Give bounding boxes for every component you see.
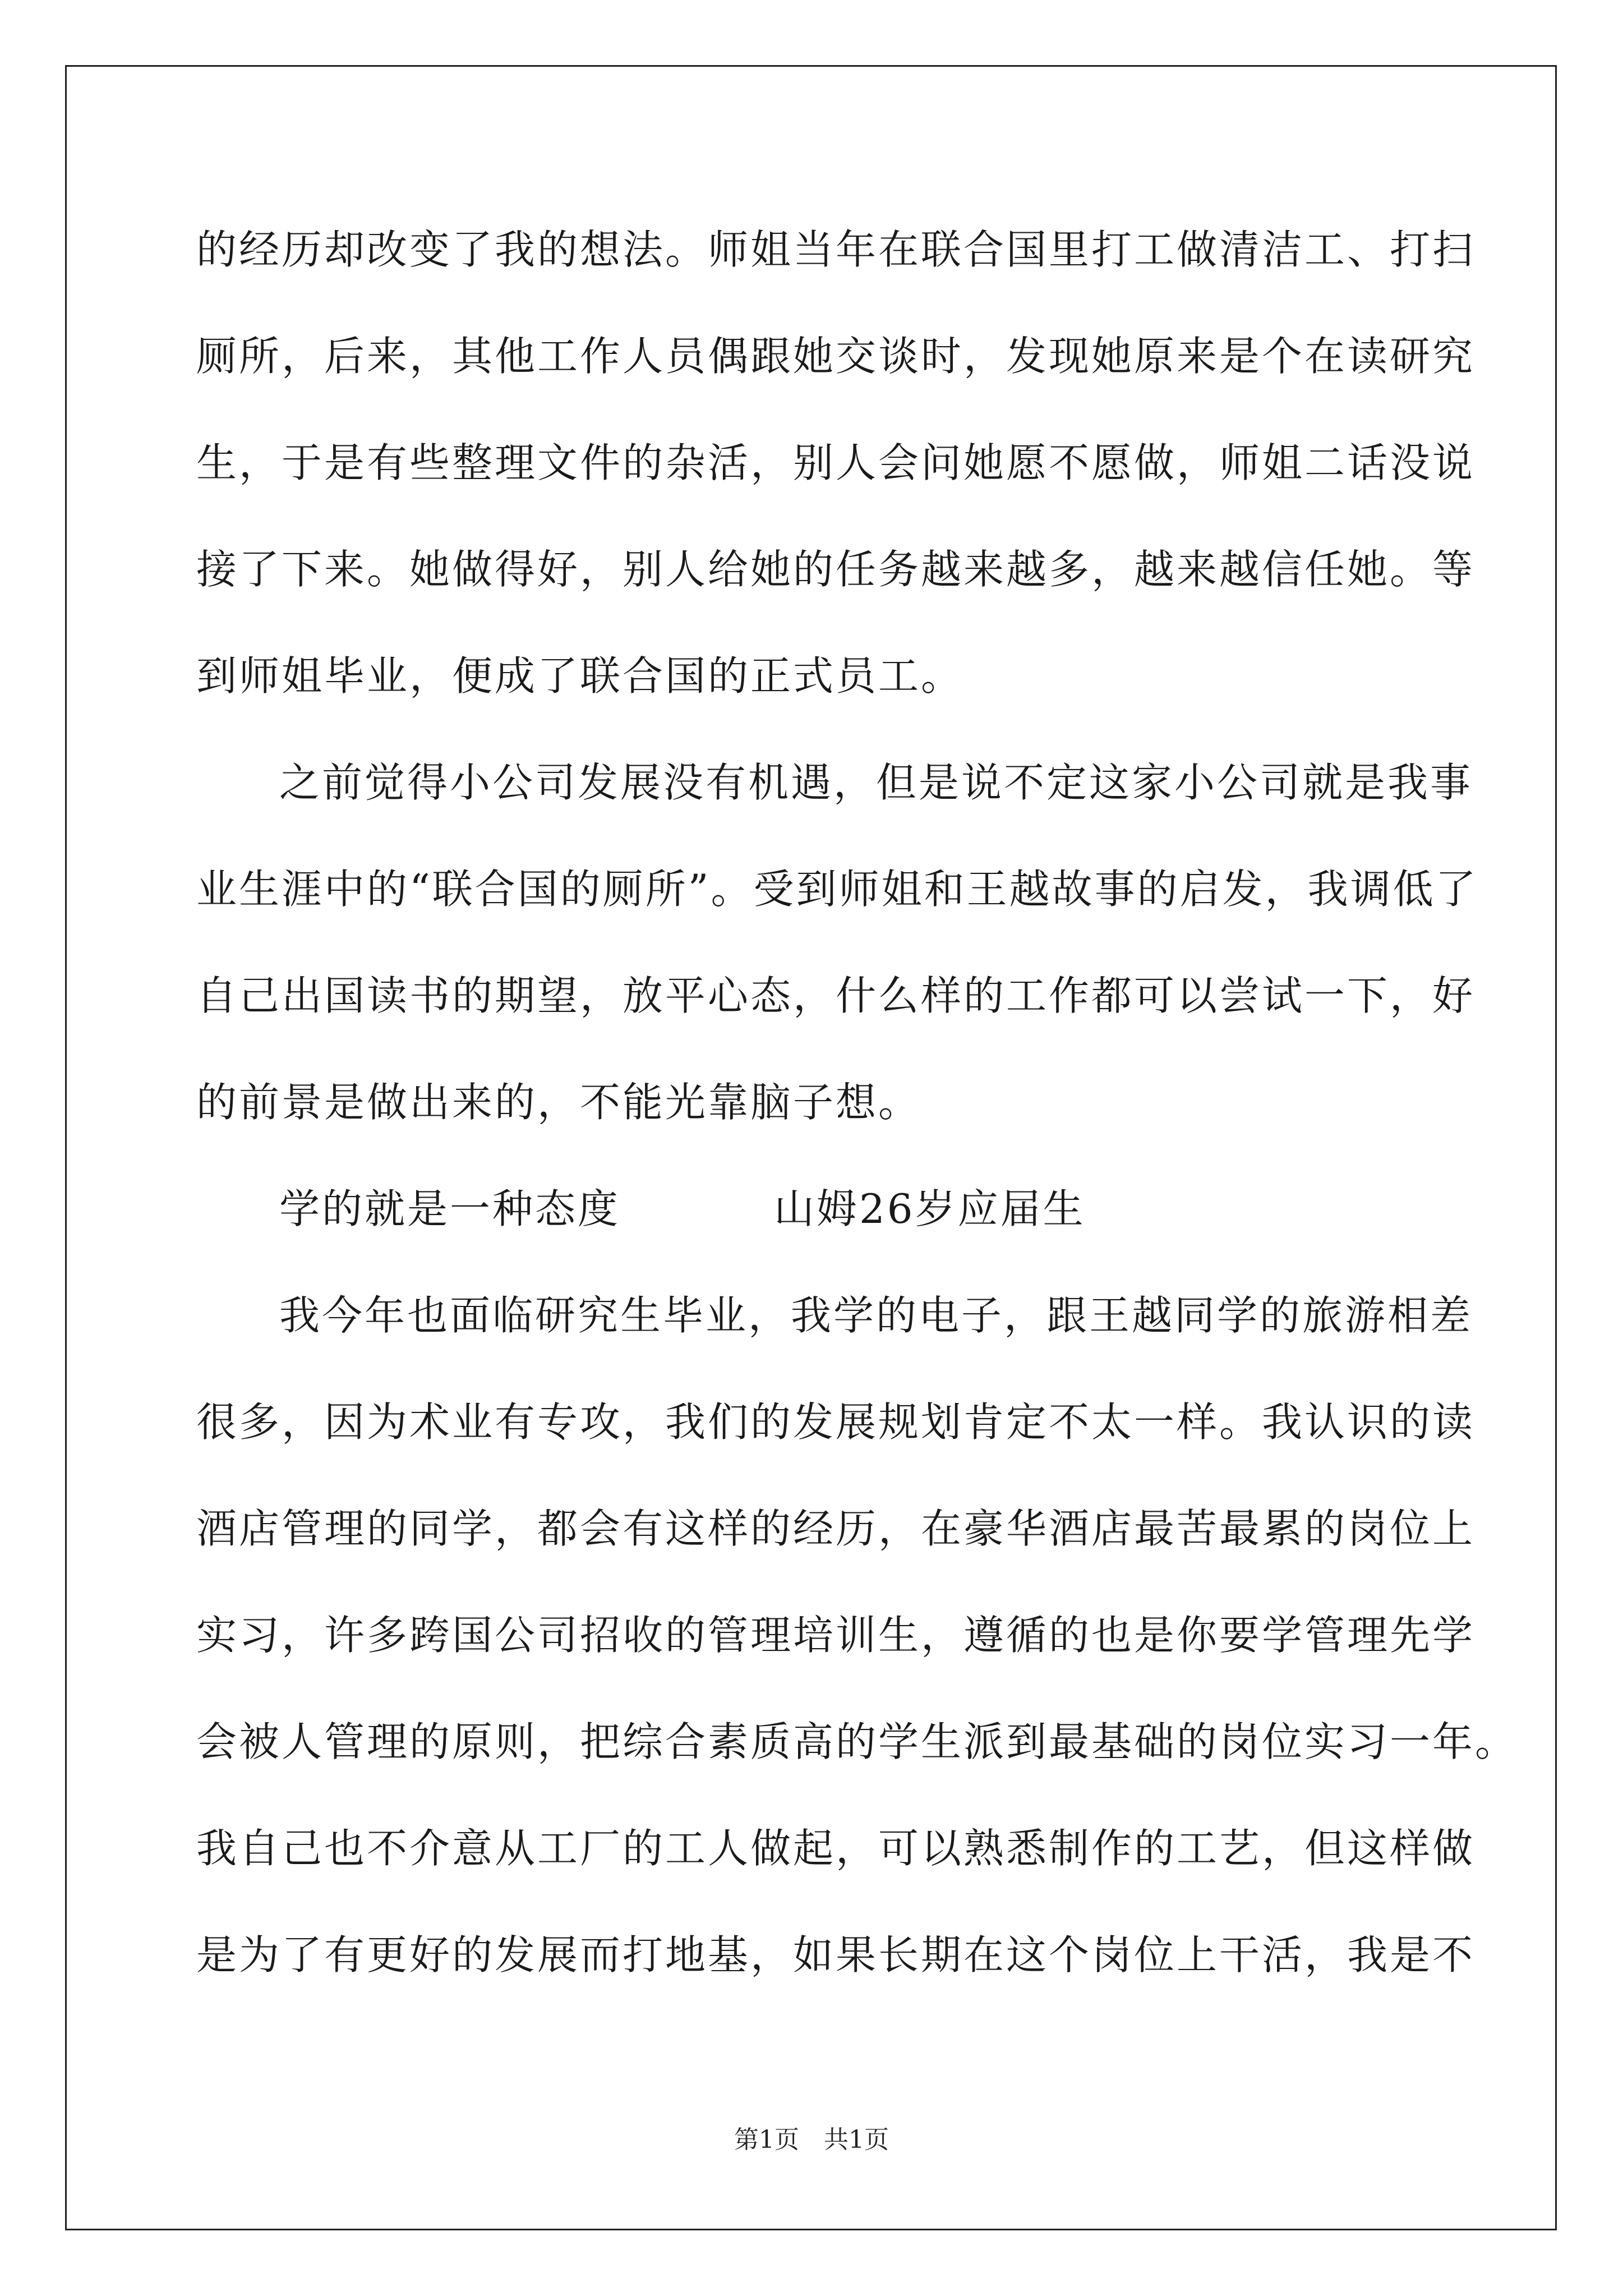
text-line: 厕所，后来，其他工作人员偶跟她交谈时，发现她原来是个在读研究 bbox=[196, 333, 1476, 380]
text-line: 业生涯中的“联合国的厕所”。受到师姐和王越故事的启发，我调低了 bbox=[196, 866, 1478, 913]
text-line: 实习，许多跨国公司招收的管理培训生，遵循的也是你要学管理先学 bbox=[196, 1612, 1476, 1659]
text-line: 生，于是有些整理文件的杂活，别人会问她愿不愿做，师姐二话没说 bbox=[196, 439, 1476, 486]
text-line: 自己出国读书的期望，放平心态，什么样的工作都可以尝试一下，好 bbox=[196, 972, 1476, 1019]
page-footer: 第1页 共1页 bbox=[734, 2125, 889, 2154]
text-line: 酒店管理的同学，都会有这样的经历，在豪华酒店最苦最累的岗位上 bbox=[196, 1505, 1476, 1552]
section-author: 山姆26岁应届生 bbox=[774, 1185, 1086, 1232]
text-line: 很多，因为术业有专攻，我们的发展规划肯定不太一样。我认识的读 bbox=[196, 1398, 1476, 1446]
text-line: 之前觉得小公司发展没有机遇，但是说不定这家小公司就是我事 bbox=[279, 759, 1473, 806]
text-line: 我今年也面临研究生毕业，我学的电子，跟王越同学的旅游相差 bbox=[279, 1292, 1473, 1339]
text-line: 的前景是做出来的，不能光靠脑子想。 bbox=[196, 1079, 921, 1126]
page-border bbox=[65, 65, 1557, 2230]
text-line: 我自己也不介意从工厂的工人做起，可以熟悉制作的工艺，但这样做 bbox=[196, 1825, 1476, 1872]
text-line: 接了下来。她做得好，别人给她的任务越来越多，越来越信任她。等 bbox=[196, 546, 1476, 593]
text-line: 是为了有更好的发展而打地基，如果长期在这个岗位上干活，我是不 bbox=[196, 1931, 1476, 1978]
section-title: 学的就是一种态度 bbox=[279, 1185, 621, 1232]
text-line: 到师姐毕业，便成了联合国的正式员工。 bbox=[196, 652, 964, 700]
text-line: 会被人管理的原则，把综合素质高的学生派到最基础的岗位实习一年。 bbox=[196, 1718, 1518, 1765]
text-line: 的经历却改变了我的想法。师姐当年在联合国里打工做清洁工、打扫 bbox=[196, 226, 1476, 273]
